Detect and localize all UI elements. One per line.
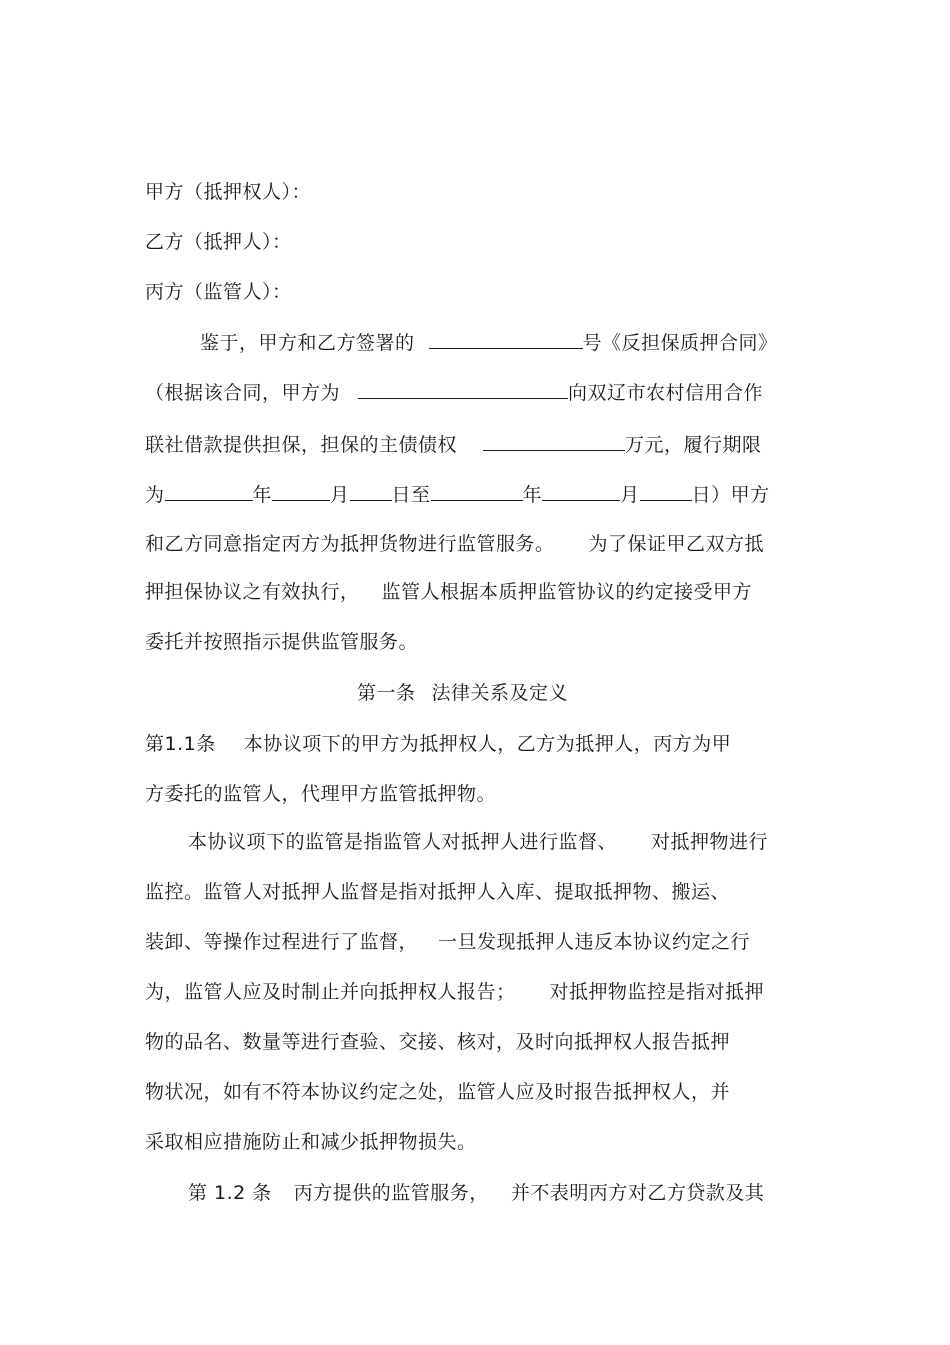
party-c-label: 丙方（监管人）： (145, 281, 292, 303)
para-2-line-5 (145, 1030, 730, 1054)
party-a-label: 甲方（抵押权人）： (145, 181, 312, 203)
preamble-line-1 (200, 330, 778, 355)
para-text: 监控。监管人对抵押人监督是指对抵押人入库、提取抵押物、搬运、 (145, 881, 731, 903)
clause-text: 丙方提供的监管服务， (293, 1182, 489, 1204)
para-2-line-1 (188, 830, 768, 854)
clause-text: 并不表明丙方对乙方贷款及其 (510, 1182, 765, 1204)
para-2-line-7 (145, 1130, 477, 1154)
clause-number: 第 1.2 条 (188, 1182, 272, 1204)
preamble-text: 监管人根据本质押监管协议的约定接受甲方 (381, 581, 753, 603)
clause-text: 本协议项下的甲方为抵押权人，乙方为抵押人，丙方为甲 (243, 733, 732, 755)
preamble-text: 为 (145, 484, 165, 506)
contract-number-blank[interactable] (429, 330, 583, 349)
para-text: 本协议项下的监管是指监管人对抵押人进行监督、 (188, 831, 618, 853)
party-a-line (145, 180, 311, 204)
start-day-blank[interactable] (350, 482, 392, 501)
para-text: 装卸、等操作过程进行了监督， (145, 931, 419, 953)
guarantee-for-blank[interactable] (358, 380, 568, 399)
preamble-text: 日至 (391, 484, 431, 506)
article-number: 第一条 (357, 682, 416, 704)
clause-number: 第1.1条 (145, 733, 216, 755)
para-2-line-4 (145, 980, 764, 1004)
clause-1-1-line-1 (145, 732, 731, 756)
end-month-blank[interactable] (542, 482, 620, 501)
preamble-text: （根据该合同，甲方为 (145, 382, 341, 404)
clause-1-2-line-1 (188, 1181, 764, 1205)
para-text: 一旦发现抵押人违反本协议约定之行 (438, 931, 751, 953)
para-text: 对抵押物进行 (651, 831, 769, 853)
para-text: 物的品名、数量等进行查验、交接、核对，及时向抵押权人报告抵押 (145, 1031, 731, 1053)
preamble-text: 向双辽市农村信用合作 (568, 382, 764, 404)
preamble-text: 年 (522, 484, 543, 506)
clause-text: 方委托的监管人，代理甲方监管抵押物。 (145, 783, 497, 805)
preamble-text: 日）甲方 (691, 484, 770, 506)
preamble-text: 鉴于，甲方和乙方签署的 (200, 332, 415, 354)
preamble-text: 为了保证甲乙双方抵 (588, 533, 765, 555)
preamble-text: 号《反担保质押合同》 (582, 332, 778, 354)
preamble-line-6 (145, 580, 752, 604)
para-2-line-3 (145, 930, 750, 954)
article-title: 法律关系及定义 (431, 682, 569, 704)
start-month-blank[interactable] (272, 482, 330, 501)
para-text: 对抵押物监控是指对抵押 (549, 981, 765, 1003)
preamble-text: 年 (252, 484, 273, 506)
start-year-blank[interactable] (165, 482, 253, 501)
preamble-text: 押担保协议之有效执行， (145, 581, 360, 603)
principal-amount-blank[interactable] (483, 432, 625, 451)
preamble-line-3 (145, 432, 762, 457)
preamble-text: 委托并按照指示提供监管服务。 (145, 631, 419, 653)
clause-1-1-line-2 (145, 782, 496, 806)
party-c-line (145, 280, 292, 304)
preamble-line-4 (145, 482, 770, 507)
para-text: 物状况，如有不符本协议约定之处，监管人应及时报告抵押权人，并 (145, 1081, 731, 1103)
preamble-text: 月 (620, 484, 640, 506)
preamble-line-2 (145, 380, 763, 405)
preamble-text: 月 (330, 484, 350, 506)
para-text: 为，监管人应及时制止并向抵押权人报告； (145, 981, 516, 1003)
preamble-line-5 (145, 532, 764, 556)
preamble-text: 万元，履行期限 (625, 434, 762, 456)
preamble-text: 联社借款提供担保，担保的主债债权 (145, 434, 458, 456)
preamble-line-7 (145, 630, 418, 654)
para-text: 采取相应措施防止和减少抵押物损失。 (145, 1131, 477, 1153)
end-day-blank[interactable] (640, 482, 692, 501)
party-b-line (145, 230, 292, 254)
para-2-line-2 (145, 880, 730, 904)
preamble-text: 和乙方同意指定丙方为抵押货物进行监管服务。 (145, 533, 555, 555)
party-b-label: 乙方（抵押人）： (145, 231, 292, 253)
para-2-line-6 (145, 1080, 730, 1104)
article-1-heading (357, 681, 568, 705)
end-year-blank[interactable] (431, 482, 523, 501)
